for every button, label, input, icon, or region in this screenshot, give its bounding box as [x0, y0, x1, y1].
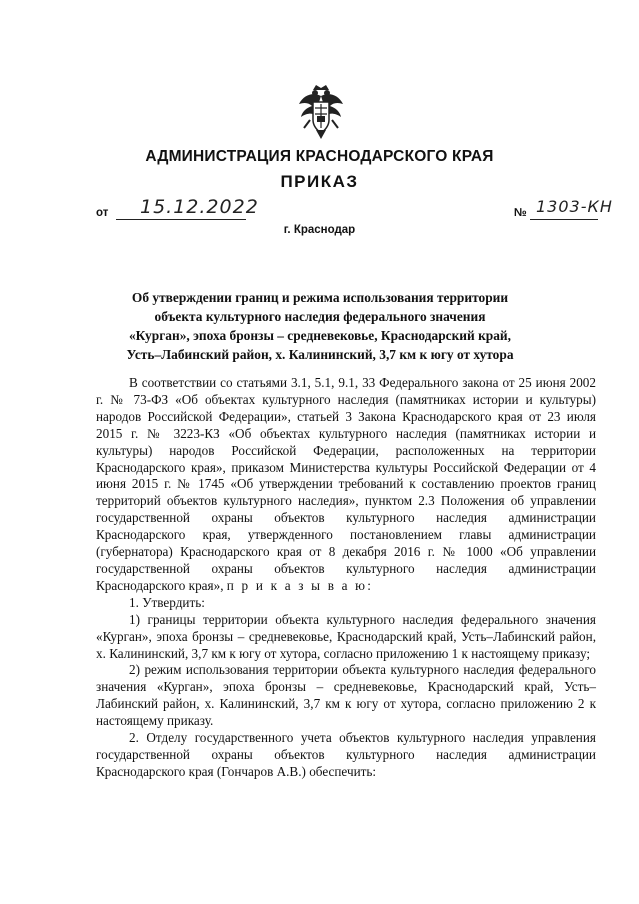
order-title-line: Усть–Лабинский район, х. Калининский, 3,7 км к югу от хутора: [126, 347, 514, 362]
date-underline: [116, 219, 246, 220]
number-underline: [530, 219, 598, 220]
preamble-paragraph: [96, 375, 596, 595]
order-title-line: Об утверждении границ и режима использования территории: [131, 290, 509, 305]
date-prefix: от: [96, 207, 109, 219]
document-type: ПРИКАЗ: [280, 172, 359, 191]
preamble-text: В соответствии со статьями 3.1, 5.1, 9.1, 33 Федерального закона от 25 июня 2002 г. № 73-ФЗ «Об объектах культурного наследия (памятниках истории и культуры) народов Российской Федерации», статьей 3 Закона Краснодарского края от 23 июля 2015 г. № 3223-КЗ «Об объектах культурного наследия (памятниках истории и культуры) народов Российской Федерации, расположенных на территории Краснодарского края», приказом Министерства культуры Российской Федерации от 4 июня 2015 г. № 1745 «Об утверждении требований к составлению проектов границ территорий объектов культурного наследия», пунктом 2.3 Положения об управлении государственной охраны объектов культурного наследия администрации Краснодарского края, утвержденного постановлением главы администрации (губернатора) Краснодарского края от 8 декабря 2016 г. № 1000 «Об управлении государственной охраны объектов культурного наследия администрации Краснодарского края»,: [96, 375, 596, 593]
order-title-line: «Курган», эпоха бронзы – средневековье, Краснодарский край,: [128, 328, 511, 343]
coat-of-arms-emblem: [296, 84, 346, 140]
order-title-line: объекта культурного наследия федерального значения: [154, 309, 486, 324]
order-verb: п р и к а з ы в а ю:: [226, 577, 374, 593]
item-1-2-paragraph: 2) режим использования территории объекта культурного наследия федерального значения «Курган», эпоха бронзы – средневековье, Краснодарский край, Усть–Лабинский район, х. Калининский, 3,7 км к югу от хутора, согласно приложению 2 к настоящему приказу.: [96, 662, 596, 729]
order-title: [80, 288, 560, 364]
number-prefix: №: [514, 207, 527, 219]
date-value: 15.12.2022: [140, 196, 259, 218]
item-2-paragraph: 2. Отделу государственного учета объектов культурного наследия управления государственной охраны объектов культурного наследия администрации Краснодарского края (Гончаров А.В.) обеспечить:: [96, 730, 596, 779]
item-1-1-paragraph: 1) границы территории объекта культурного наследия федерального значения «Курган», эпоха бронзы – средневековье, Краснодарский край, Усть–Лабинский район, х. Калининский, 3,7 км к югу от хутора, согласно приложению 1 к настоящему приказу;: [96, 611, 596, 661]
order-body: [96, 375, 596, 781]
number-value: 1303-КН: [536, 197, 613, 216]
city-name: г. Краснодар: [283, 224, 356, 236]
organization-name: АДМИНИСТРАЦИЯ КРАСНОДАРСКОГО КРАЯ: [145, 148, 494, 165]
item-1-paragraph: 1. Утвердить:: [129, 594, 205, 610]
